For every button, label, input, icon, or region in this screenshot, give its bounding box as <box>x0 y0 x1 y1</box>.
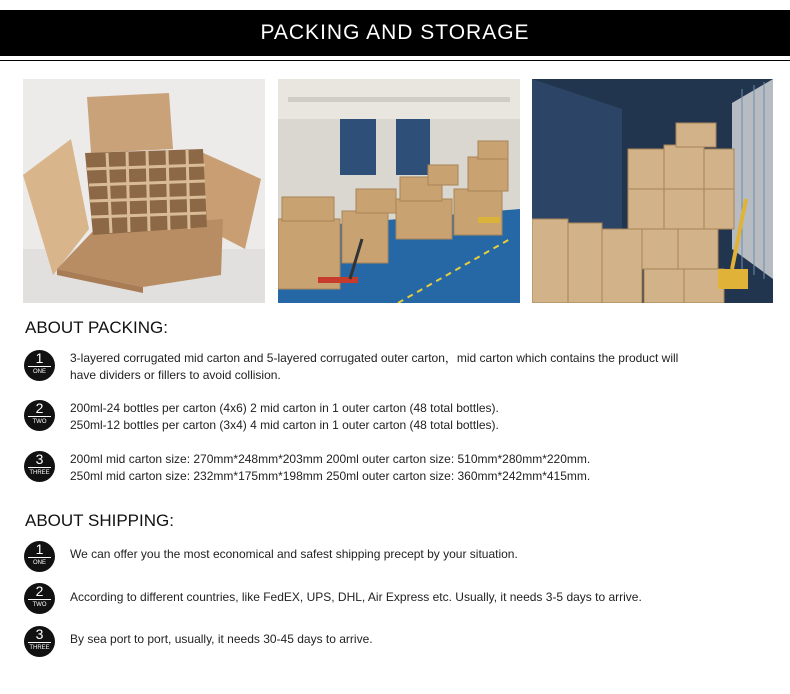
shipping-section-title: ABOUT SHIPPING: <box>25 511 174 530</box>
text-line: have dividers or fillers to avoid collision. <box>70 368 281 382</box>
badge-number: 3 <box>35 451 44 467</box>
badge-rule <box>28 366 51 367</box>
header-divider <box>0 60 790 61</box>
number-badge-one <box>24 350 55 381</box>
badge-number: 2 <box>35 400 44 416</box>
badge-word: ONE <box>32 560 46 566</box>
number-badge-one <box>24 541 55 572</box>
shipping-item-one <box>24 541 764 573</box>
text-line: 3-layered corrugated mid carton and 5-layered corrugated outer carton，mid carton which contains the product will <box>70 351 679 365</box>
packing-item-text <box>70 350 760 384</box>
badge-word: THREE <box>29 470 50 476</box>
shipping-item-two <box>24 583 764 615</box>
badge-rule <box>28 642 51 643</box>
packing-item-three <box>24 451 764 487</box>
badge-number: 1 <box>35 350 44 366</box>
header-banner <box>0 10 790 56</box>
badge-word: TWO <box>32 419 47 425</box>
packing-item-two <box>24 400 764 436</box>
text-line: By sea port to port, usually, it needs 30-45 days to arrive. <box>70 632 373 646</box>
packing-item-text <box>70 451 760 485</box>
shipping-item-text <box>70 589 760 606</box>
shipping-item-three <box>24 626 764 658</box>
text-line: 200ml mid carton size: 270mm*248mm*203mm 200ml outer carton size: 510mm*280mm*220mm. <box>70 452 591 466</box>
badge-word: ONE <box>32 369 46 375</box>
badge-rule <box>28 599 51 600</box>
badge-rule <box>28 557 51 558</box>
badge-number: 3 <box>35 626 44 642</box>
text-line: 250ml mid carton size: 232mm*175mm*198mm 250ml outer carton size: 360mm*242mm*415mm. <box>70 469 591 483</box>
badge-number: 1 <box>35 541 44 557</box>
text-line: 250ml-12 bottles per carton (3x4) 4 mid carton in 1 outer carton (48 total bottles). <box>70 418 499 432</box>
text-line: According to different countries, like FedEX, UPS, DHL, Air Express etc. Usually, it needs 3-5 days to arrive. <box>70 590 642 604</box>
page-title: PACKING AND STORAGE <box>260 21 530 44</box>
badge-word: TWO <box>32 602 47 608</box>
shipping-item-text <box>70 631 760 648</box>
shipping-item-text <box>70 546 760 563</box>
badge-rule <box>28 416 51 417</box>
packing-section-title: ABOUT PACKING: <box>25 318 168 337</box>
photo-warehouse <box>278 79 520 303</box>
badge-number: 2 <box>35 583 44 599</box>
photo-open-carton <box>23 79 265 303</box>
text-line: 200ml-24 bottles per carton (4x6) 2 mid carton in 1 outer carton (48 total bottles). <box>70 401 499 415</box>
badge-word: THREE <box>29 645 50 651</box>
packing-item-one <box>24 350 764 386</box>
number-badge-three <box>24 451 55 482</box>
number-badge-two <box>24 400 55 431</box>
number-badge-three <box>24 626 55 657</box>
packing-item-text <box>70 400 760 434</box>
badge-rule <box>28 467 51 468</box>
text-line: We can offer you the most economical and safest shipping precept by your situation. <box>70 547 518 561</box>
number-badge-two <box>24 583 55 614</box>
photo-container-loading <box>532 79 773 303</box>
